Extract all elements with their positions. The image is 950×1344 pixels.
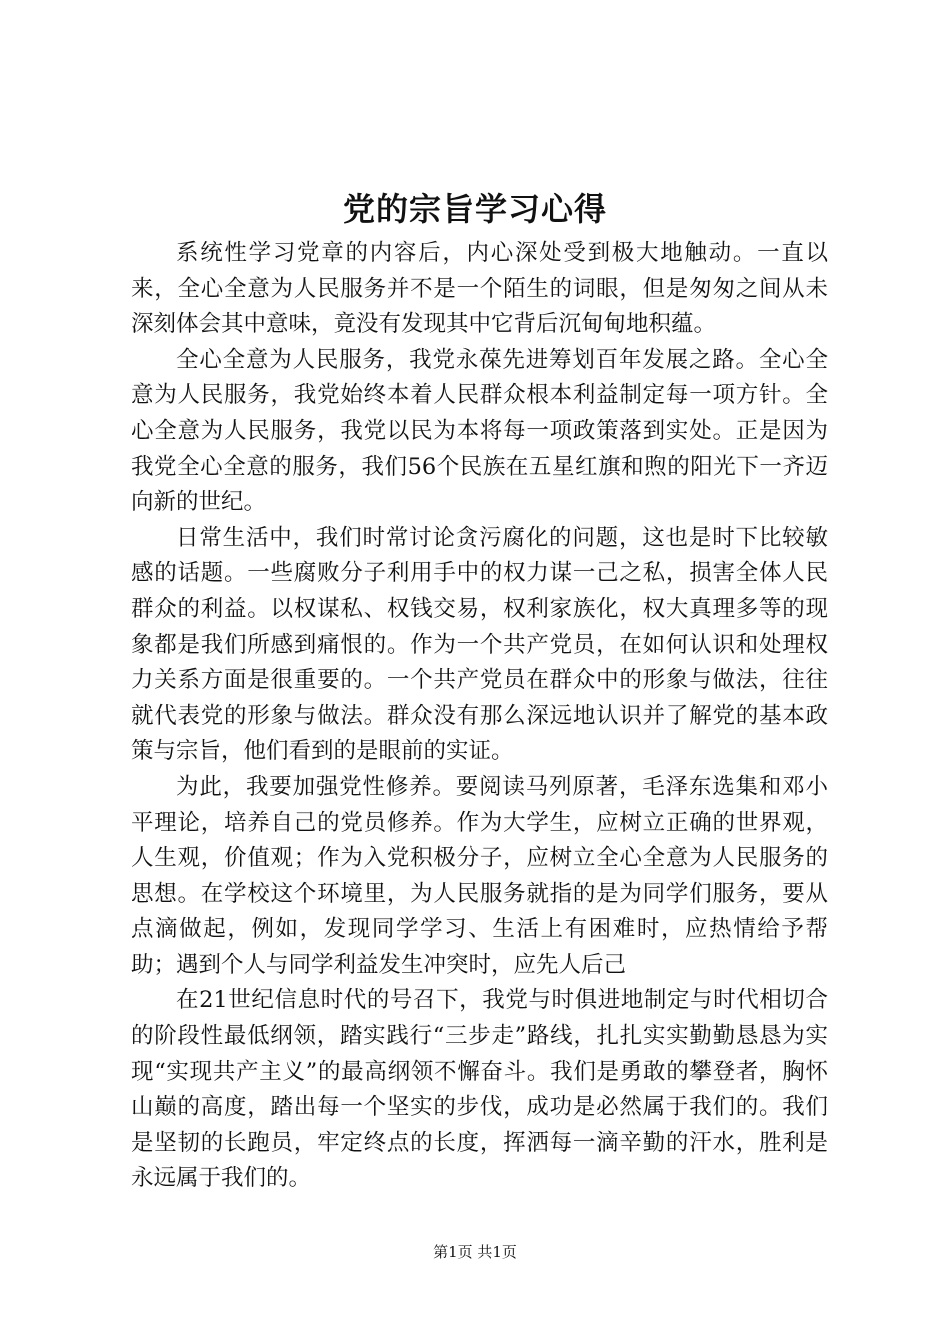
document-title: 党的宗旨学习心得 bbox=[342, 190, 607, 228]
paragraph-5: 在21世纪信息时代的号召下，我党与时俱进地制定与时代相切合的阶段性最低纲领，踏实践行“三步走”路线，扎扎实实勤勤恳恳为实现“实现共产主义”的最高纲领不懈奋斗。我们是勇敢的攀登者，胸怀山巅的高度，踏出每一个坚实的步伐，成功是必然属于我们的。我们是坚韧的长跑员，牢定终点的长度，挥洒每一滴辛勤的汗水，胜利是永远属于我们的。 bbox=[131, 987, 828, 1192]
paragraph-3: 日常生活中，我们时常讨论贪污腐化的问题，这也是时下比较敏感的话题。一些腐败分子利用手中的权力谋一己之私，损害全体人民群众的利益。以权谋私、权钱交易，权利家族化，权大真理多等的现象都是我们所感到痛恨的。作为一个共产党员，在如何认识和处理权力关系方面是很重要的。一个共产党员在群众中的形象与做法，往往就代表党的形象与做法。群众没有那么深远地认识并了解党的基本政策与宗旨，他们看到的是眼前的实证。 bbox=[131, 524, 828, 765]
document-body bbox=[131, 236, 828, 1197]
paragraph-2: 全心全意为人民服务，我党永葆先进筹划百年发展之路。全心全意为人民服务，我党始终本着人民群众根本利益制定每一项方针。全心全意为人民服务，我党以民为本将每一项政策落到实处。正是因为我党全心全意的服务，我们56个民族在五星红旗和煦的阳光下一齐迈向新的世纪。 bbox=[131, 346, 828, 516]
paragraph-1: 系统性学习党章的内容后，内心深处受到极大地触动。一直以来，全心全意为人民服务并不是一个陌生的词眼，但是匆匆之间从未深刻体会其中意味，竟没有发现其中它背后沉甸甸地积蕴。 bbox=[131, 240, 828, 338]
paragraph-4: 为此，我要加强党性修养。要阅读马列原著，毛泽东选集和邓小平理论，培养自己的党员修养。作为大学生，应树立正确的世界观，人生观，价值观；作为入党积极分子，应树立全心全意为人民服务的思想。在学校这个环境里，为人民服务就指的是为同学们服务，要从点滴做起，例如，发现同学学习、生活上有困难时，应热情给予帮助；遇到个人与同学利益发生冲突时，应先人后己 bbox=[131, 773, 828, 978]
page-number-footer: 第1页 共1页 bbox=[433, 1243, 517, 1261]
